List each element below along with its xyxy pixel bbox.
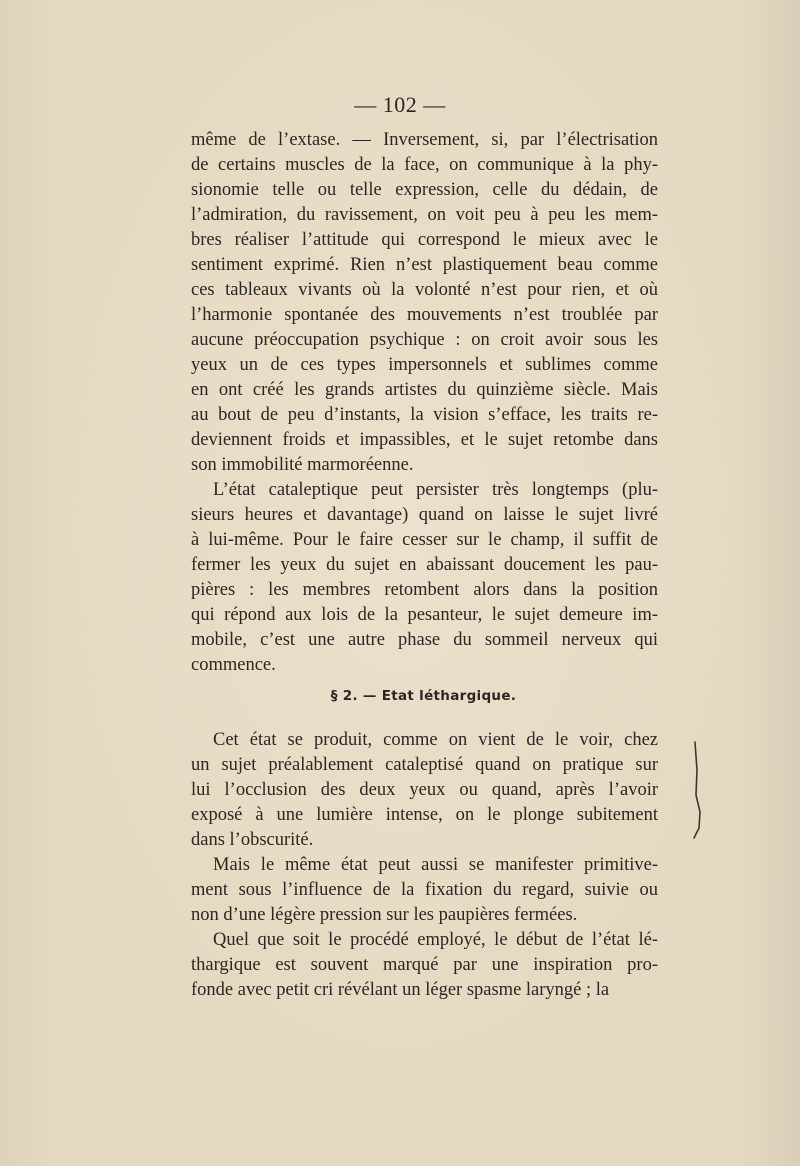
paragraph (191, 128, 658, 478)
text-block-after-section (191, 728, 658, 1003)
text-line: à lui-même. Pour le faire cesser sur le champ, il suffit de (191, 530, 658, 550)
text-line: son immobilité marmoréenne. (191, 455, 414, 475)
text-line: sieurs heures et davantage) quand on laisse le sujet livré (191, 505, 658, 525)
paragraph (191, 928, 658, 1003)
text-line: mobile, c’est une autre phase du sommeil nerveux qui (191, 630, 658, 650)
text-line: sionomie telle ou telle expression, celle du dédain, de (191, 180, 658, 200)
text-line: deviennent froids et impassibles, et le sujet retombe dans (191, 430, 658, 450)
text-line: aucune préoccupation psychique : on croit avoir sous les (191, 330, 658, 350)
text-line: de certains muscles de la face, on communique à la phy- (191, 155, 658, 175)
text-line: thargique est souvent marqué par une inspiration pro- (191, 955, 658, 975)
text-line: pières : les membres retombent alors dans la position (191, 580, 658, 600)
text-line: sentiment exprimé. Rien n’est plastiquement beau comme (191, 255, 658, 275)
text-line: qui répond aux lois de la pesanteur, le sujet demeure im- (191, 605, 658, 625)
text-line: commence. (191, 655, 276, 675)
section-heading: § 2. — Etat léthargique. (330, 688, 517, 704)
text-line: yeux un de ces types impersonnels et sublimes comme (191, 355, 658, 375)
page-number: — 102 — (354, 92, 446, 117)
text-line: Quel que soit le procédé employé, le début de l’état lé- (213, 930, 658, 950)
text-line: fermer les yeux du sujet en abaissant doucement les pau- (191, 555, 658, 575)
text-line: exposé à une lumière intense, on le plonge subitement (191, 805, 658, 825)
paragraph (191, 478, 658, 678)
text-line: L’état cataleptique peut persister très longtemps (plu- (213, 480, 658, 500)
text-line: Mais le même état peut aussi se manifester primitive- (213, 855, 658, 875)
text-line: fonde avec petit cri révélant un léger spasme laryngé ; la (191, 980, 610, 1000)
paragraph (191, 853, 658, 928)
text-line: l’harmonie spontanée des mouvements n’est troublée par (191, 305, 658, 325)
text-line: non d’une légère pression sur les paupières fermées. (191, 905, 578, 925)
text-block-before-section (191, 128, 658, 678)
text-line: Cet état se produit, comme on vient de le voir, chez (213, 730, 658, 750)
pencil-margin-mark-icon (691, 740, 705, 840)
text-line: en ont créé les grands artistes du quinzième siècle. Mais (191, 380, 658, 400)
text-line: lui l’occlusion des deux yeux ou quand, après l’avoir (191, 780, 658, 800)
paragraph (191, 728, 658, 853)
text-line: au bout de peu d’instants, la vision s’efface, les traits re- (191, 405, 658, 425)
text-line: bres réaliser l’attitude qui correspond le mieux avec le (191, 230, 658, 250)
text-line: ces tableaux vivants où la volonté n’est pour rien, et où (191, 280, 658, 300)
text-line: un sujet préalablement cataleptisé quand on pratique sur (191, 755, 658, 775)
text-line: l’admiration, du ravissement, on voit peu à peu les mem- (191, 205, 658, 225)
text-line: dans l’obscurité. (191, 830, 314, 850)
text-line: même de l’extase. — Inversement, si, par l’électrisation (191, 130, 658, 150)
text-line: ment sous l’influence de la fixation du regard, suivie ou (191, 880, 658, 900)
